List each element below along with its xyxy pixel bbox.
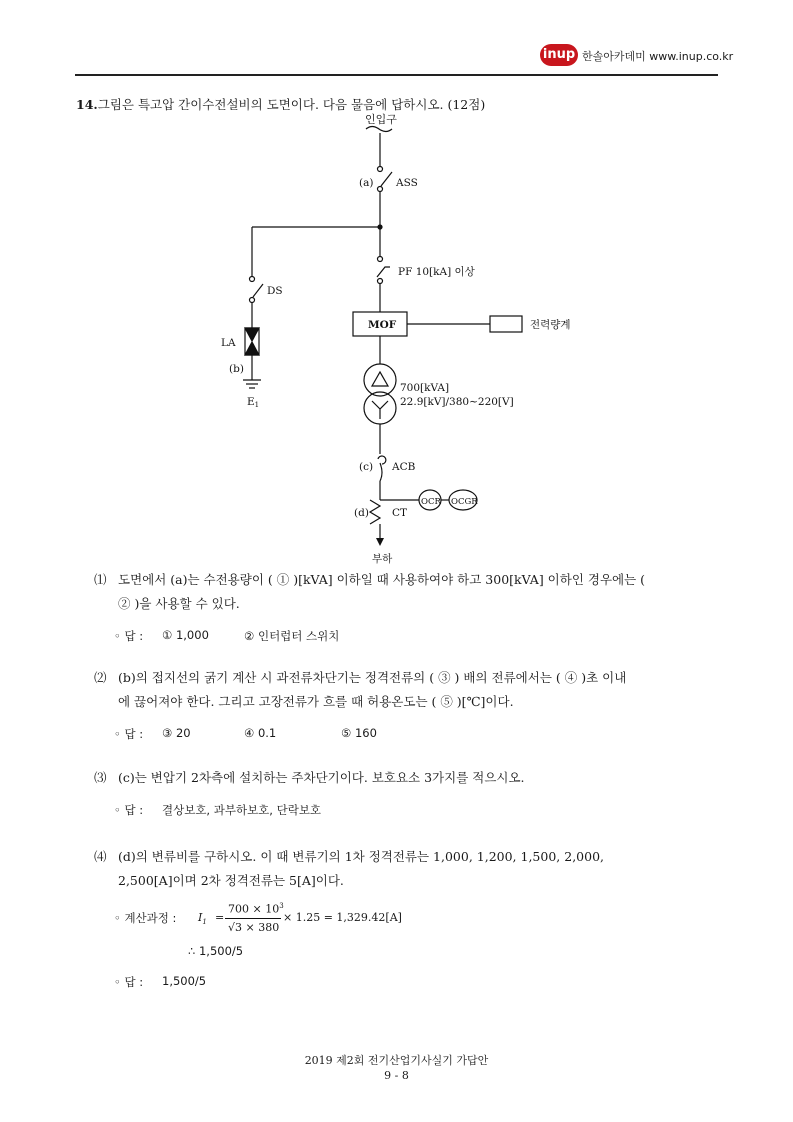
- ocr-label: OCR: [421, 497, 441, 507]
- formula-denominator: √3 × 380: [228, 921, 280, 934]
- load-label: 부하: [372, 553, 393, 565]
- transformer-voltage: 22.9[kV]/380∼220[V]: [400, 396, 514, 408]
- item-2-answer-1: ③ 20: [162, 726, 191, 740]
- meter-box: [490, 316, 522, 332]
- acb-label: ACB: [392, 461, 416, 473]
- question-number: 14.: [76, 97, 98, 112]
- wye-symbol: [372, 401, 388, 419]
- transformer-primary: [364, 364, 396, 396]
- item-3-number: ⑶: [94, 770, 107, 785]
- pf-fuse-symbol: [377, 267, 390, 277]
- ground-label: E1: [247, 396, 260, 409]
- item-1-answer-1: ① 1,000: [162, 628, 209, 642]
- item-2-answer-3: ⑤ 160: [341, 726, 377, 740]
- la-label: LA: [221, 337, 236, 349]
- item-2-answer-2: ④ 0.1: [244, 726, 277, 740]
- footer-page-number: 9 - 8: [384, 1069, 409, 1082]
- acb-arc: [380, 463, 382, 481]
- item-3-line-1: (c)는 변압기 2차측에 설치하는 주차단기이다. 보호요소 3가지를 적으시오.: [118, 770, 525, 785]
- pf-contact-top: [378, 257, 383, 262]
- item-1-line-2: ② )을 사용할 수 있다.: [118, 596, 240, 611]
- item-1-answer-2: ② 인터럽터 스위치: [244, 629, 340, 643]
- item-4-calc-label: ◦ 계산과정 :: [114, 911, 177, 925]
- item-4-therefore: ∴ 1,500/5: [188, 944, 244, 958]
- item-4-line-2: 2,500[A]이며 2차 정격전류는 5[A]이다.: [118, 873, 344, 888]
- incoming-label: 인입구: [365, 113, 397, 126]
- ds-label: DS: [267, 285, 283, 297]
- la-arrester-upper: [245, 328, 259, 341]
- formula-fraction-bar: [225, 918, 281, 919]
- transformer-secondary: [364, 392, 396, 424]
- item-4-answer-label: ◦ 답 :: [114, 975, 144, 989]
- acb-contact-top: [378, 456, 386, 464]
- inup-logo: inup: [540, 44, 578, 66]
- pf-label: PF 10[kA] 이상: [398, 266, 475, 278]
- formula-equals: =: [215, 911, 225, 924]
- formula-lhs: $I_1$: [198, 911, 207, 927]
- item-2-line-2: 에 끊어져야 한다. 그리고 고장전류가 흐를 때 허용온도는 ( ⑤ )[℃]이다.: [118, 694, 514, 709]
- pf-contact-bottom: [378, 279, 383, 284]
- item-2-line-1: (b)의 접지선의 굵기 계산 시 과전류차단기는 정격전류의 ( ③ ) 배의 전류에서는 ( ④ )초 이내: [118, 670, 627, 685]
- item-4-line-1: (d)의 변류비를 구하시오. 이 때 변류기의 1차 정격전류는 1,000, 1,200, 1,500, 2,000,: [118, 849, 604, 864]
- item-2-number: ⑵: [94, 670, 107, 685]
- meter-label: 전력량계: [530, 319, 571, 331]
- ass-switch-blade: [381, 172, 392, 186]
- transformer-capacity: 700[kVA]: [400, 382, 450, 394]
- item-1-line-1: 도면에서 (a)는 수전용량이 ( ① )[kVA] 이하일 때 사용하여야 하고 300[kVA] 이하인 경우에는 (: [118, 572, 646, 587]
- ct-label: CT: [392, 507, 408, 519]
- item-3-answer-label: ◦ 답 :: [114, 803, 144, 817]
- formula-numerator: $700 \times 10^3$: [228, 902, 284, 916]
- item-4-answer-1: 1,500/5: [162, 974, 207, 988]
- incoming-wave-symbol: [366, 127, 392, 132]
- ocgr-label: OCGR: [451, 497, 478, 507]
- ct-symbol: [370, 500, 380, 524]
- mof-label: MOF: [368, 319, 397, 331]
- item-1-answer-label: ◦ 답 :: [114, 629, 144, 643]
- label-a: (a): [359, 177, 374, 189]
- brand-text: 한솔아카데미 www.inup.co.kr: [582, 50, 734, 63]
- ds-contact-bottom: [250, 298, 255, 303]
- question-text: 그림은 특고압 간이수전설비의 도면이다. 다음 물음에 답하시오. (12점): [97, 97, 486, 112]
- label-b: (b): [229, 363, 244, 375]
- ass-label: ASS: [396, 177, 418, 189]
- delta-symbol: [372, 372, 388, 386]
- load-arrow: [376, 538, 384, 546]
- item-1-number: ⑴: [94, 572, 107, 587]
- la-arrester-lower: [245, 342, 259, 355]
- item-4-number: ⑷: [94, 849, 107, 864]
- ass-contact-top: [378, 167, 383, 172]
- label-d: (d): [354, 507, 369, 519]
- item-2-answer-label: ◦ 답 :: [114, 727, 144, 741]
- formula-tail: × 1.25 = 1,329.42[A]: [283, 911, 402, 924]
- item-3-answer-1: 결상보호, 과부하보호, 단락보호: [162, 803, 322, 817]
- ds-switch-blade: [253, 284, 263, 297]
- footer-title: 2019 제2회 전기산업기사실기 가답안: [304, 1054, 489, 1067]
- ass-contact-bottom: [378, 187, 383, 192]
- ds-contact-top: [250, 277, 255, 282]
- label-c: (c): [359, 461, 374, 473]
